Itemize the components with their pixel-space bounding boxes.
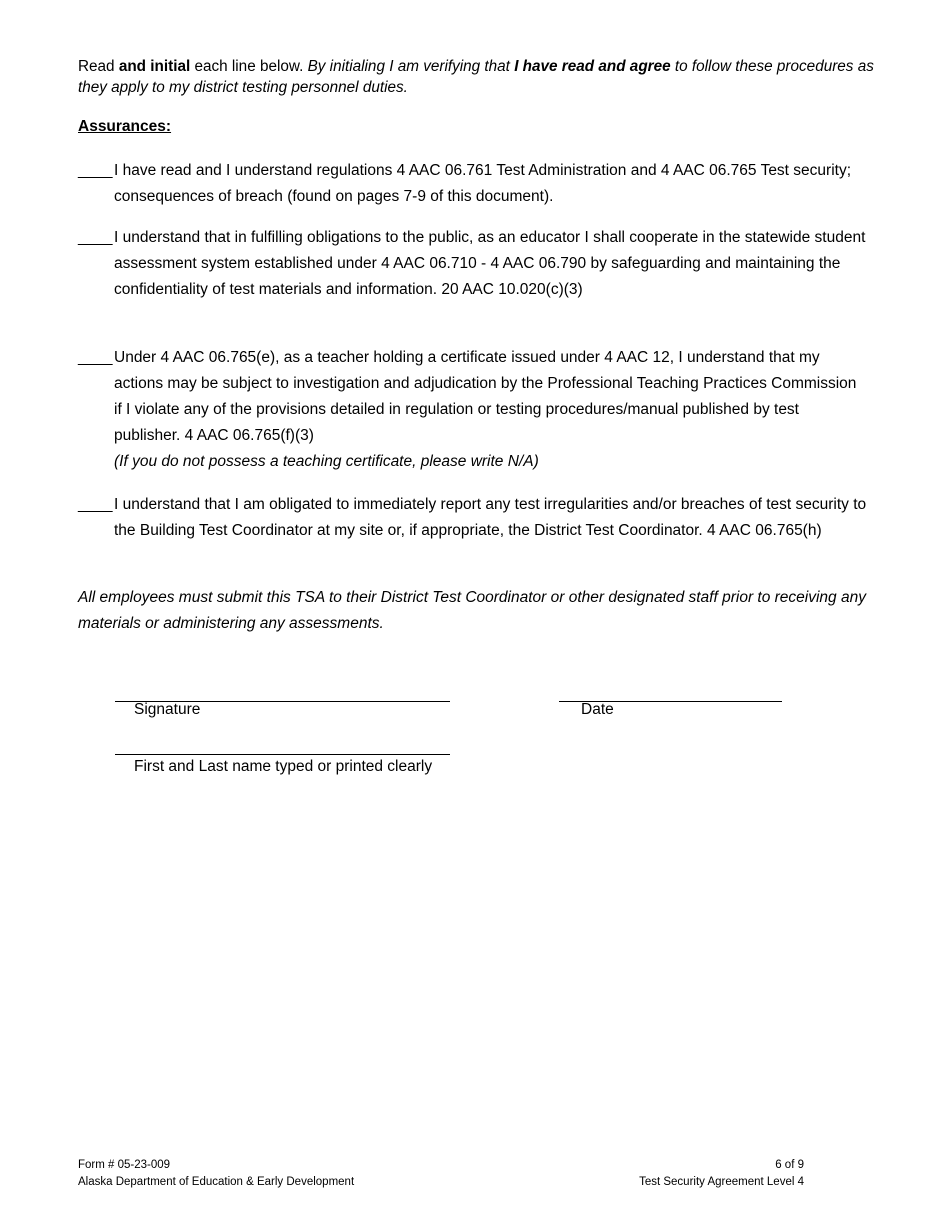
assurance-item-3 bbox=[78, 345, 868, 475]
intro-text-1: Read bbox=[78, 58, 119, 75]
assurance-text: Under 4 AAC 06.765(e), as a teacher holding a certificate issued under 4 AAC 12, I understand that my actions may be subject to investigation and adjudication by the Professional Teaching Practices Commission if I violate any of the provisions detailed in regulation or testing procedures/manual published by test publisher. 4 AAC 06.765(f)(3) bbox=[114, 349, 857, 444]
intro-text-2: each line below. bbox=[190, 58, 308, 75]
name-label: First and Last name typed or printed clearly bbox=[134, 758, 433, 775]
initial-blank: ____ bbox=[78, 162, 113, 179]
closing-statement: All employees must submit this TSA to their District Test Coordinator or other designated staff prior to receiving any materials or administering any assessments. bbox=[78, 589, 866, 632]
assurances-heading: Assurances: bbox=[78, 118, 172, 135]
intro-paragraph bbox=[78, 56, 878, 98]
initial-blank: ____ bbox=[78, 229, 113, 246]
footer-left bbox=[78, 1157, 354, 1191]
page-number: 6 of 9 bbox=[775, 1159, 804, 1171]
form-number: Form # 05-23-009 bbox=[78, 1159, 171, 1171]
assurance-text: I have read and I understand regulations 4 AAC 06.761 Test Administration and 4 AAC 06.765 Test security; consequences of breach (found on pages 7-9 of this document). bbox=[114, 162, 852, 205]
assurance-text: I understand that in fulfilling obligations to the public, as an educator I shall cooperate in the statewide student assessment system established under 4 AAC 06.710 - 4 AAC 06.790 by safeguarding and maintaining the confidentiality of test materials and information. 20 AAC 10.020(c)(3) bbox=[114, 229, 866, 298]
assurance-item-4 bbox=[78, 492, 868, 544]
intro-bold-italic: I have read and agree bbox=[514, 58, 671, 75]
assurance-item-1 bbox=[78, 158, 868, 210]
date-label: Date bbox=[581, 701, 614, 718]
intro-bold-1: and initial bbox=[118, 58, 191, 75]
document-title: Test Security Agreement Level 4 bbox=[639, 1176, 804, 1188]
initial-blank: ____ bbox=[78, 496, 113, 513]
department-name: Alaska Department of Education & Early Development bbox=[78, 1176, 355, 1188]
assurance-item-2 bbox=[78, 225, 868, 303]
intro-italic-1: By initialing I am verifying that bbox=[307, 58, 515, 75]
footer-right bbox=[639, 1157, 804, 1191]
signature-label: Signature bbox=[134, 701, 201, 718]
assurance-note: (If you do not possess a teaching certificate, please write N/A) bbox=[114, 453, 539, 470]
assurance-text: I understand that I am obligated to immediately report any test irregularities and/or breaches of test security to the Building Test Coordinator at my site or, if appropriate, the District Test Coordinator. 4 AAC 06.765(h) bbox=[114, 496, 867, 539]
name-line[interactable] bbox=[115, 754, 450, 755]
initial-blank: ____ bbox=[78, 349, 113, 366]
intro-italic-2: to follow these procedures as they apply to my district testing personnel duties. bbox=[78, 58, 874, 96]
